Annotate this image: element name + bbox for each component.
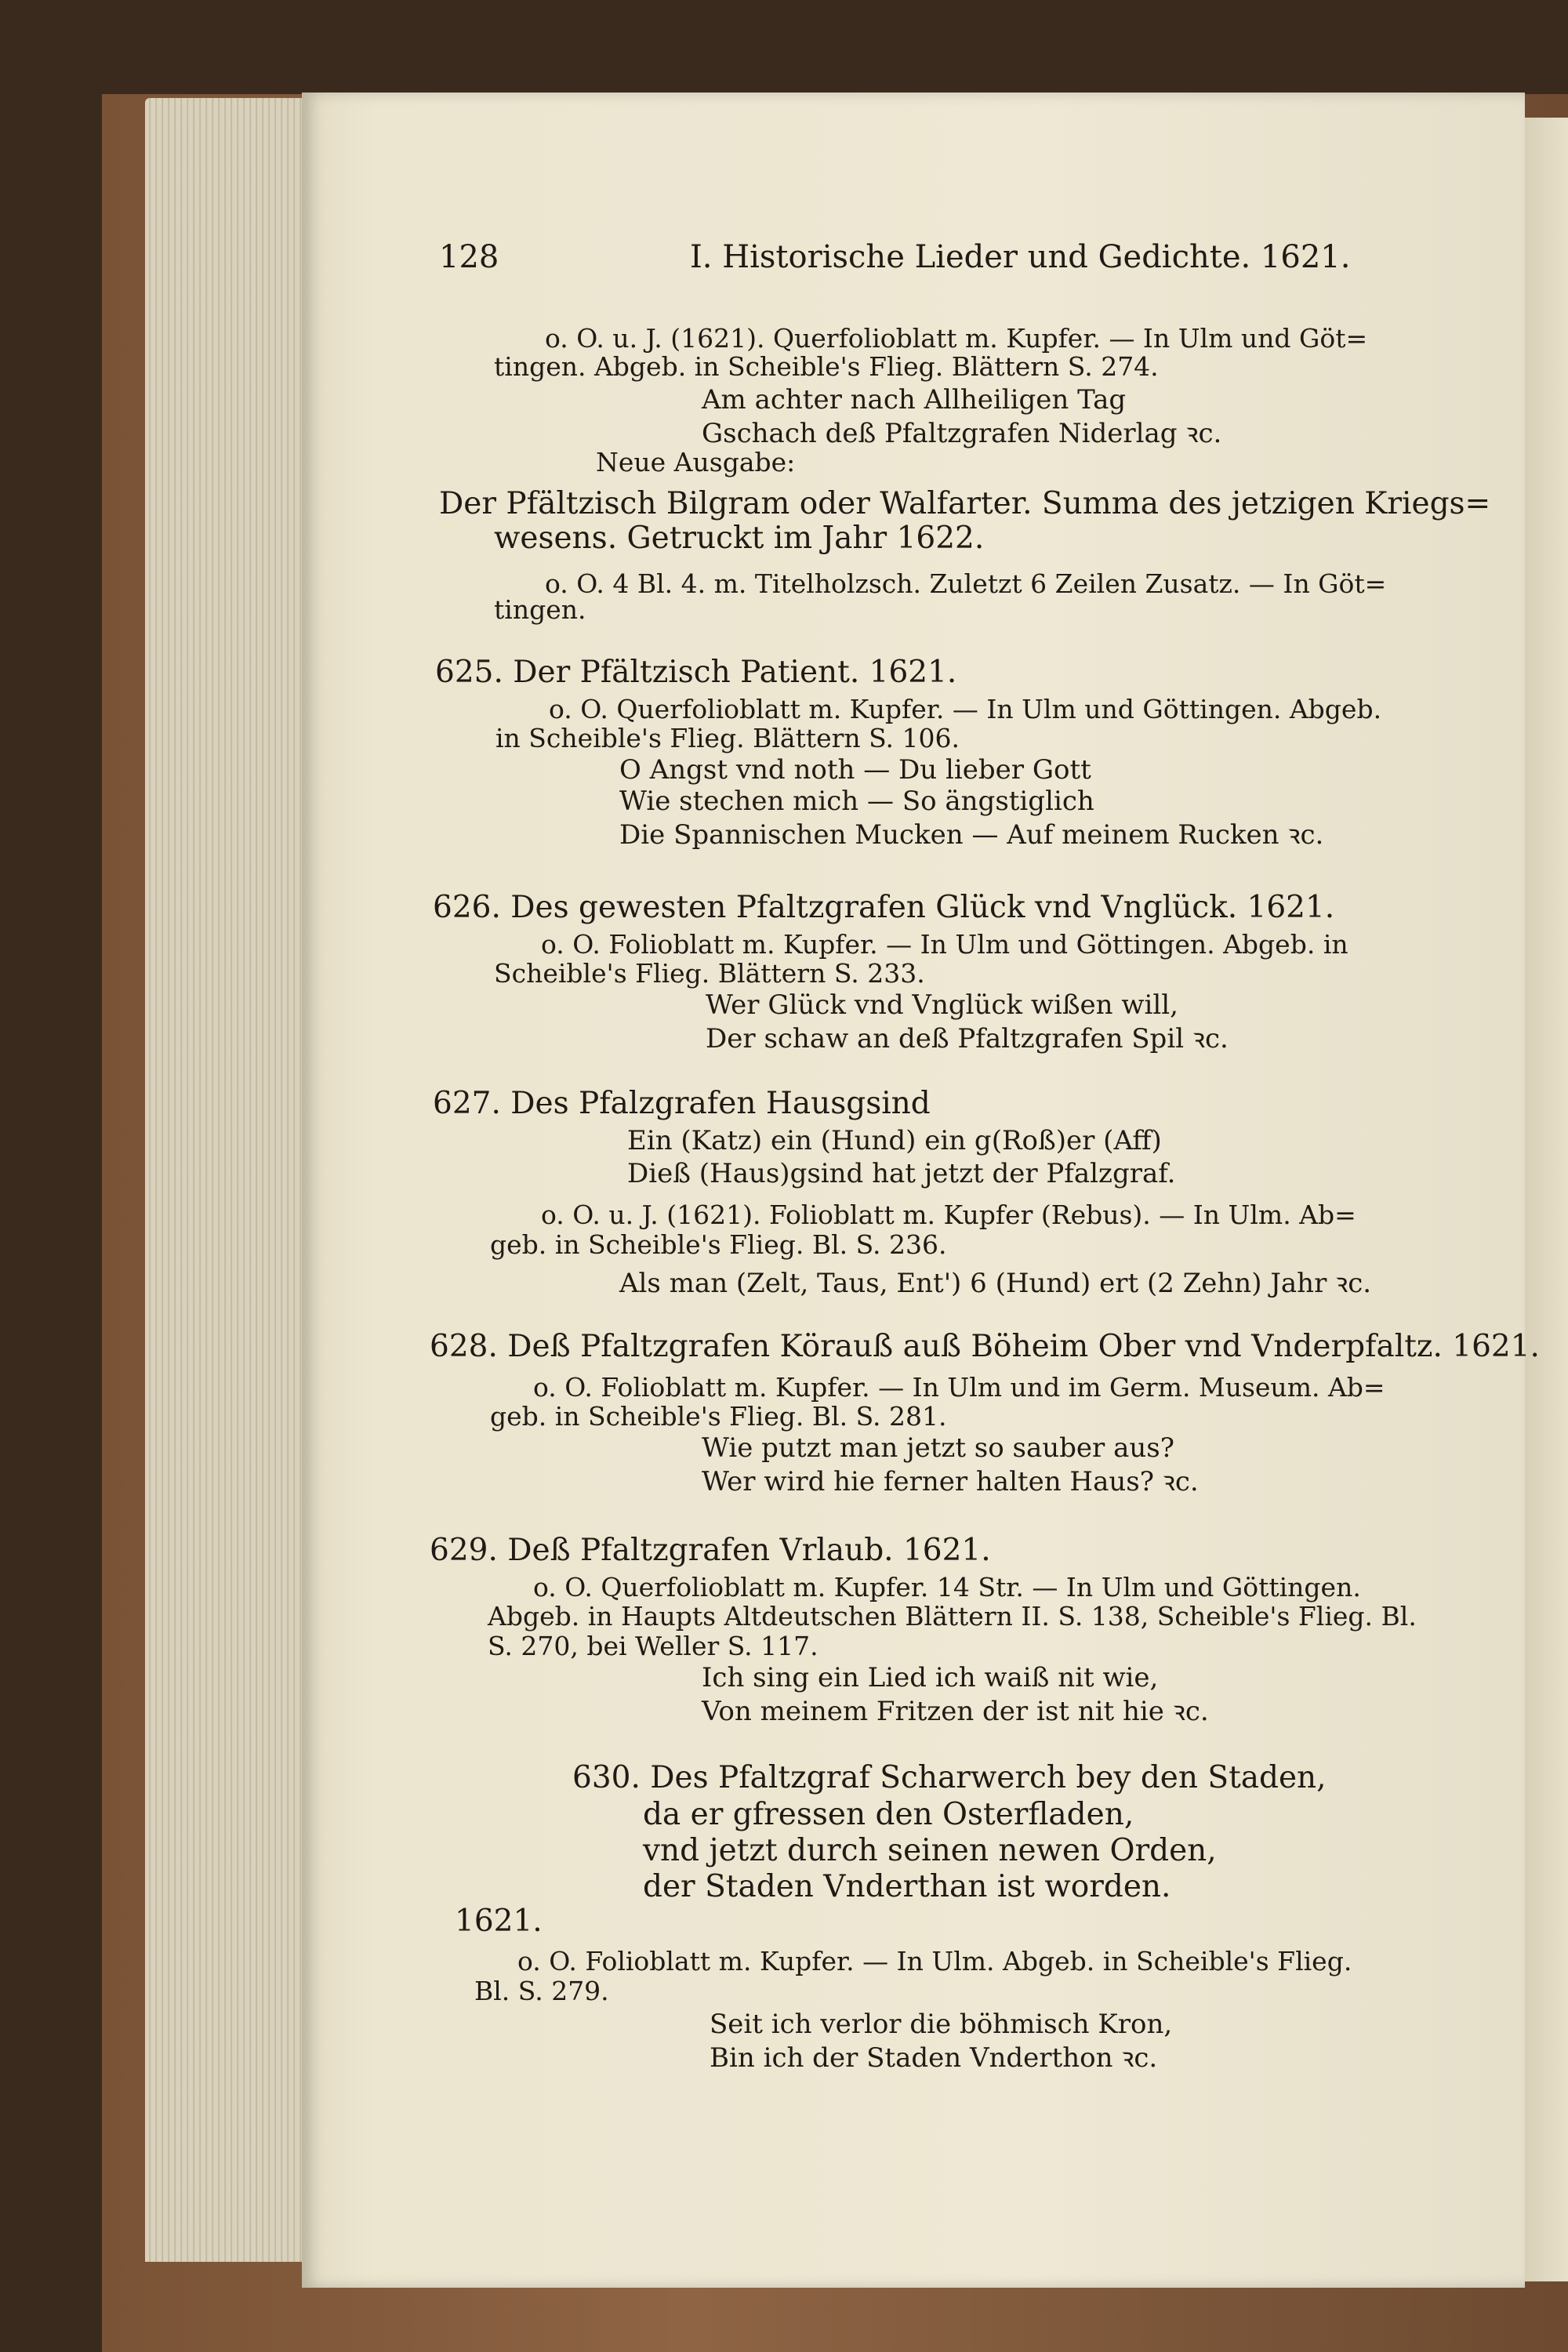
text-line: tingen. Abgeb. in Scheible's Flieg. Blättern S. 274.: [494, 351, 1159, 382]
verse-line: Wie putzt man jetzt so sauber aus?: [702, 1432, 1174, 1464]
verse-line: Von meinem Fritzen der ist nit hie ꝛc.: [702, 1696, 1209, 1727]
verse-line: Als man (Zelt, Taus, Ent') 6 (Hund) ert (2 Zehn) Jahr ꝛc.: [619, 1268, 1372, 1299]
verse-line: O Angst vnd noth — Du lieber Gott: [619, 754, 1091, 786]
verse-line: Seit ich verlor die böhmisch Kron,: [710, 2009, 1173, 2040]
verse-line: Der schaw an deß Pfaltzgrafen Spil ꝛc.: [706, 1023, 1229, 1054]
entry-title: 625. Der Pfältzisch Patient. 1621.: [435, 655, 957, 690]
text-line: o. O. Folioblatt m. Kupfer. — In Ulm und Göttingen. Abgeb. in: [541, 929, 1348, 960]
entry-title: wesens. Getruckt im Jahr 1622.: [494, 521, 985, 556]
verse-line: Wie stechen mich — So ängstiglich: [619, 786, 1094, 817]
verse-line: Ein (Katz) ein (Hund) ein g(Roß)er (Aff): [627, 1125, 1162, 1156]
entry-title: der Staden Vnderthan ist worden.: [643, 1869, 1171, 1904]
verse-line: Die Spannischen Mucken — Auf meinem Rucken ꝛc.: [619, 819, 1324, 851]
text-line: Scheible's Flieg. Blättern S. 233.: [494, 958, 925, 989]
text-line: geb. in Scheible's Flieg. Bl. S. 236.: [490, 1229, 947, 1260]
verse-line: Am achter nach Allheiligen Tag: [702, 384, 1127, 416]
verse-line: Bin ich der Staden Vnderthon ꝛc.: [710, 2042, 1158, 2074]
text-line: Neue Ausgabe:: [596, 447, 796, 477]
entry-title: Der Pfältzisch Bilgram oder Walfarter. Summa des jetzigen Kriegs=: [439, 486, 1491, 521]
verse-line: Dieß (Haus)gsind hat jetzt der Pfalzgraf.: [627, 1158, 1176, 1189]
text-line: o. O. 4 Bl. 4. m. Titelholzsch. Zuletzt 6 Zeilen Zusatz. — In Göt=: [545, 568, 1387, 599]
text-line: tingen.: [494, 594, 586, 625]
text-line: S. 270, bei Weller S. 117.: [488, 1631, 818, 1661]
text-line: o. O. u. J. (1621). Querfolioblatt m. Kupfer. — In Ulm und Göt=: [545, 323, 1368, 354]
text-line: in Scheible's Flieg. Blättern S. 106.: [495, 723, 960, 753]
text-line: geb. in Scheible's Flieg. Bl. S. 281.: [490, 1401, 947, 1432]
page-number: 128: [439, 239, 499, 275]
verse-line: Wer wird hie ferner halten Haus? ꝛc.: [702, 1466, 1199, 1497]
entry-year: 1621.: [455, 1904, 543, 1939]
text-line: o. O. Folioblatt m. Kupfer. — In Ulm. Abgeb. in Scheible's Flieg.: [517, 1946, 1352, 1976]
text-line: Abgeb. in Haupts Altdeutschen Blättern II. S. 138, Scheible's Flieg. Bl.: [488, 1601, 1417, 1632]
running-title: I. Historische Lieder und Gedichte. 1621.: [690, 239, 1351, 275]
text-line: o. O. Querfolioblatt m. Kupfer. — In Ulm und Göttingen. Abgeb.: [549, 694, 1382, 724]
text-line: o. O. Querfolioblatt m. Kupfer. 14 Str. — In Ulm und Göttingen.: [533, 1572, 1361, 1602]
entry-title: vnd jetzt durch seinen newen Orden,: [643, 1833, 1217, 1868]
verse-line: Ich sing ein Lied ich waiß nit wie,: [702, 1662, 1159, 1693]
entry-title: 630. Des Pfaltzgraf Scharwerch bey den Staden,: [572, 1760, 1327, 1795]
entry-title: da er gfressen den Osterfladen,: [643, 1797, 1134, 1832]
text-line: Bl. S. 279.: [474, 1976, 609, 2006]
verse-line: Wer Glück vnd Vnglück wißen will,: [706, 989, 1178, 1021]
text-line: o. O. Folioblatt m. Kupfer. — In Ulm und im Germ. Museum. Ab=: [533, 1372, 1385, 1403]
entry-title: 629. Deß Pfaltzgrafen Vrlaub. 1621.: [430, 1533, 991, 1568]
entry-title: 628. Deß Pfaltzgrafen Körauß auß Böheim Ober vnd Vnderpfaltz. 1621.: [430, 1329, 1540, 1364]
entry-title: 626. Des gewesten Pfaltzgrafen Glück vnd Vnglück. 1621.: [433, 890, 1335, 925]
verse-line: Gschach deß Pfaltzgrafen Niderlag ꝛc.: [702, 418, 1222, 449]
text-line: o. O. u. J. (1621). Folioblatt m. Kupfer (Rebus). — In Ulm. Ab=: [541, 1200, 1356, 1230]
entry-title: 627. Des Pfalzgrafen Hausgsind: [433, 1086, 931, 1121]
